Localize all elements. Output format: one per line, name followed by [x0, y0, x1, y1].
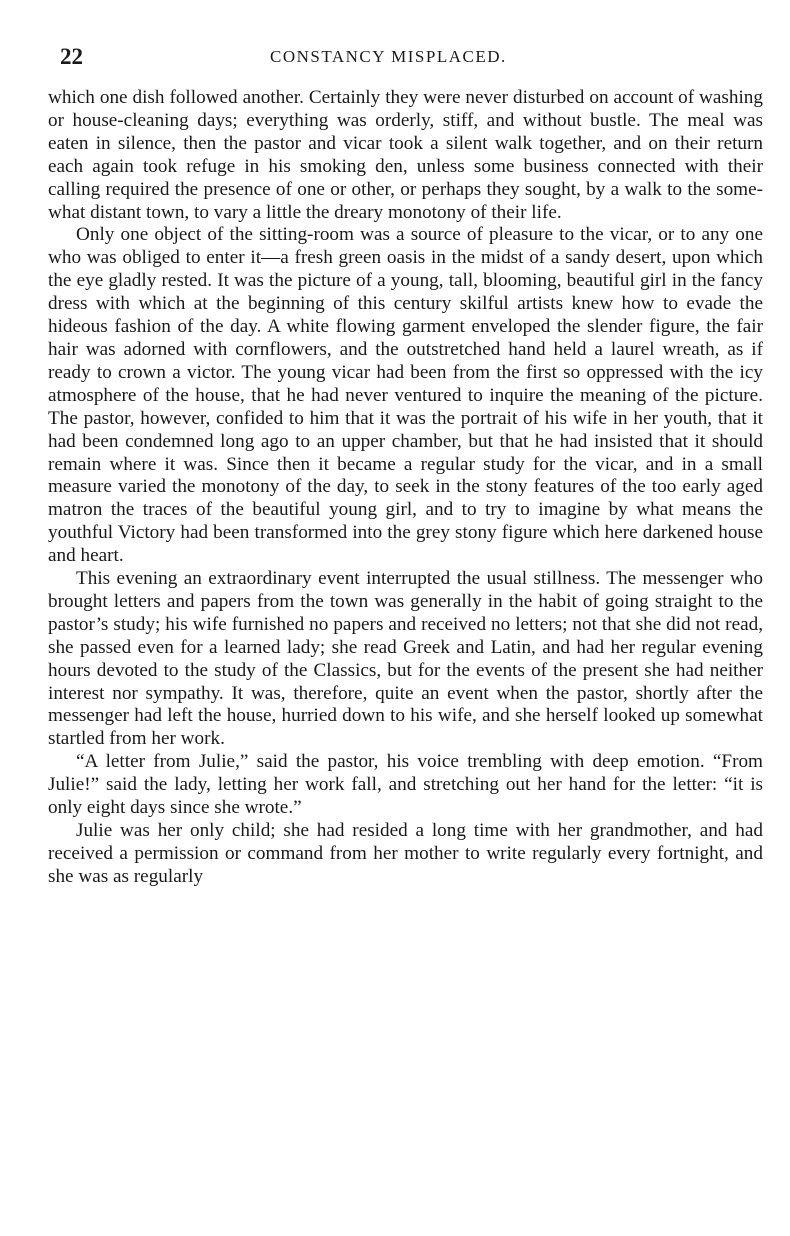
paragraph-continued: which one dish followed another. Certainly they were never disturbed on account of washing or house-cleaning days; everything was orderly, stiff, and without bustle. The meal was eaten in silence, then the pastor and vicar took a silent walk together, and on their return each again took refuge in his smoking den, unless some business connected with their calling required the presence of one or other, or perhaps they sought, by a walk to the somewhat distant town, to vary a little the dreary monotony of their life.	[48, 87, 763, 223]
page-number: 22	[60, 44, 83, 69]
paragraph: “A letter from Julie,” said the pastor, his voice trembling with deep emotion. “From Julie!” said the lady, letting her work fall, and stretching out her hand for the letter: “it is only eight days since she wrote.”	[48, 751, 763, 819]
page-header	[60, 42, 760, 72]
paragraph: This evening an extraordinary event interrupted the usual stillness. The messenger who brought letters and papers from the town was generally in the habit of going straight to the pastor’s study; his wife furnished no papers and received no letters; not that she did not read, she passed even for a learned lady; she read Greek and Latin, and had her regular evening hours devoted to the study of the Classics, but for the events of the present she had neither interest nor sympathy. It was, therefore, quite an event when the pastor, shortly after the messenger had left the house, hurried down to his wife, and she herself looked up somewhat startled from her work.	[48, 568, 763, 750]
body-text	[48, 87, 763, 889]
paragraph: Julie was her only child; she had resided a long time with her grandmother, and had received a permission or command from her mother to write regularly every fortnight, and she was as regularly	[48, 820, 763, 887]
running-head: CONSTANCY MISPLACED.	[270, 47, 507, 66]
paragraph: Only one object of the sitting-room was a source of pleasure to the vicar, or to any one who was obliged to enter it—a fresh green oasis in the midst of a sandy desert, upon which the eye gladly rested. It was the picture of a young, tall, blooming, beautiful girl in the fancy dress with which at the beginning of this century skilful artists knew how to evade the hideous fashion of the day. A white flowing garment enveloped the slender figure, the fair hair was adorned with cornflowers, and the outstretched hand held a laurel wreath, as if ready to crown a victor. The young vicar had been from the first so oppressed with the icy atmosphere of the house, that he had never ventured to inquire the meaning of the picture. The pastor, however, confided to him that it was the portrait of his wife in her youth, that it had been condemned long ago to an upper chamber, but that he had insisted that it should remain where it was. Since then it became a regular study for the vicar, and in a small measure varied the monotony of the day, to seek in the stony features of the too early aged matron the traces of the beautiful young girl, and to try to imagine by what means the youthful Victory had been transformed into the grey stony figure which here darkened house and heart.	[48, 224, 763, 567]
